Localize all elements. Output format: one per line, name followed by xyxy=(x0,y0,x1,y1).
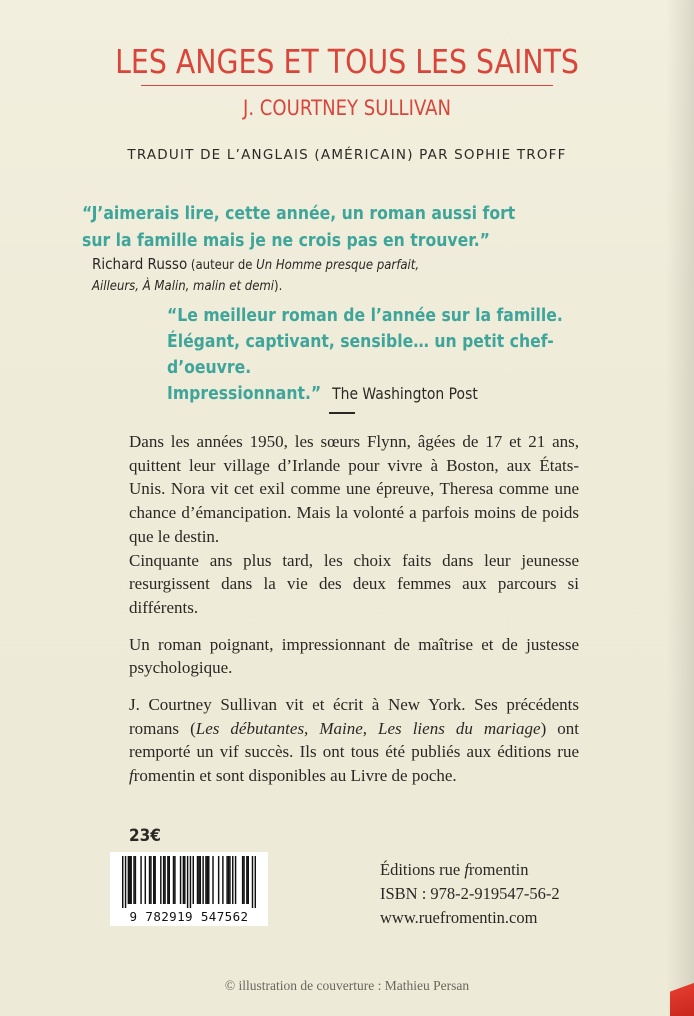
publisher-website: www.ruefromentin.com xyxy=(380,908,538,927)
barcode-bar xyxy=(190,856,191,908)
attribution-name: Richard Russo xyxy=(92,255,188,273)
publisher-f-mark: f xyxy=(464,860,469,879)
publisher-info xyxy=(380,858,610,930)
attribution-suffix: ). xyxy=(274,279,283,294)
attribution-works: Un Homme presque parfait, xyxy=(256,258,420,273)
barcode-bar xyxy=(207,856,208,904)
barcode-bar xyxy=(208,856,209,904)
synopsis-paragraph: Dans les années 1950, les sœurs Flynn, âgées de 17 et 21 ans, quittent leur village d’Irlande pour vivre à Boston, aux États-Unis. Nora vit cet exil comme une épreuve, Theresa comme une chance d’émancipation. Mais la volonté a parfois moins de poids que le destin. xyxy=(129,432,579,546)
attribution-works: Ailleurs, À Malin, malin et demi xyxy=(92,279,275,294)
barcode-bar xyxy=(205,856,206,904)
synopsis-paragraph: Cinquante ans plus tard, les choix faits dans leur jeunesse resurgissent dans la vie des deux femmes aux parcours si différents. xyxy=(129,550,579,617)
barcode-bar xyxy=(183,856,184,904)
barcode-bar xyxy=(129,856,130,904)
barcode-bar xyxy=(173,856,174,904)
barcode-bar xyxy=(174,856,175,904)
publisher-name xyxy=(380,858,610,882)
attribution-prefix: (auteur de xyxy=(187,258,257,273)
bio-text: ) ont remporté un vif succès. Ils ont tous été publiés aux éditions rue xyxy=(129,718,579,762)
isbn-barcode xyxy=(110,852,268,926)
barcode-bar xyxy=(140,856,141,904)
quote-source: The Washington Post xyxy=(332,384,478,403)
barcode-bar xyxy=(164,856,165,904)
bio-book-titles: Les débutantes, Maine, Les liens du mariage xyxy=(195,718,541,738)
barcode-bar xyxy=(184,856,185,904)
corner-ribbon xyxy=(670,964,694,1016)
barcode-bar xyxy=(167,856,168,904)
barcode-bar xyxy=(169,856,170,904)
price-label: 23€ xyxy=(129,826,161,846)
barcode-bar xyxy=(228,856,229,904)
illustration-credit: © illustration de couverture : Mathieu Persan xyxy=(224,978,470,993)
barcode-bar xyxy=(193,856,194,904)
review-quote-washington-post xyxy=(167,303,602,407)
barcode-bar xyxy=(235,856,236,904)
quote-line: Impressionnant.” xyxy=(167,383,322,404)
author-bio-paragraph xyxy=(129,693,579,788)
barcode-bar xyxy=(130,856,131,904)
barcode-bar xyxy=(180,856,181,904)
quote-line: Élégant, captivant, sensible… un petit chef-d’oeuvre. xyxy=(167,331,554,378)
bio-text: J. Courtney Sullivan vit et écrit à New York. Ses précédents romans ( xyxy=(129,695,579,738)
publisher-name-rest: romentin xyxy=(468,860,529,879)
translator-credit: TRADUIT DE L’ANGLAIS (AMÉRICAIN) PAR SOPHIE TROFF xyxy=(127,147,567,163)
barcode-digits: 9 782919 547562 xyxy=(129,909,249,924)
barcode-bar xyxy=(160,856,161,904)
barcode-bar xyxy=(135,856,136,904)
barcode-bar xyxy=(145,856,146,904)
barcode-bar xyxy=(212,856,213,904)
barcode-bar xyxy=(242,856,243,904)
title-underline xyxy=(141,85,553,86)
barcode-bar xyxy=(232,856,233,904)
barcode-bar xyxy=(122,856,123,908)
barcode-bars xyxy=(122,856,256,908)
quote-line: “J’aimerais lire, cette année, un roman aussi fort xyxy=(82,203,516,224)
barcode-bar xyxy=(125,856,126,908)
barcode-bar xyxy=(226,856,227,904)
synopsis-text xyxy=(129,430,579,788)
barcode-bar xyxy=(150,856,151,904)
barcode-bar xyxy=(128,856,129,904)
publisher-name-prefix: Éditions rue xyxy=(380,860,465,879)
barcode-bar xyxy=(197,856,198,904)
barcode-bar xyxy=(163,856,164,904)
quote-line: “Le meilleur roman de l’année sur la famille. xyxy=(167,305,563,326)
book-author: J. COURTNEY SULLIVAN xyxy=(242,96,452,120)
quote-line-last xyxy=(167,381,602,407)
barcode-bar xyxy=(154,856,155,904)
book-title: LES ANGES ET TOUS LES SAINTS xyxy=(115,42,579,81)
isbn-number: ISBN : 978-2-919547-56-2 xyxy=(380,884,560,903)
barcode-bar xyxy=(222,856,223,904)
barcode-bar xyxy=(153,856,154,904)
review-quote-russo xyxy=(82,200,517,254)
barcode-bar xyxy=(255,856,256,908)
bio-text: romentin et sont disponibles au Livre de poche. xyxy=(133,766,457,786)
barcode-bar xyxy=(229,856,230,904)
barcode-bar xyxy=(200,856,201,904)
publisher-f-mark: f xyxy=(129,766,134,786)
quote-attribution-russo xyxy=(92,254,470,297)
barcode-bar xyxy=(218,856,219,904)
barcode-bar xyxy=(246,856,247,904)
barcode-bar xyxy=(248,856,249,904)
barcode-bar xyxy=(202,856,203,904)
barcode-bar xyxy=(187,856,188,908)
synopsis-paragraph: Un roman poignant, impressionnant de maîtrise et de justesse psychologique. xyxy=(129,634,579,678)
section-divider xyxy=(329,412,355,414)
barcode-bar xyxy=(198,856,199,904)
quote-line: sur la famille mais je ne crois pas en trouver.” xyxy=(82,230,490,251)
barcode-bar xyxy=(243,856,244,904)
barcode-bar xyxy=(149,856,150,904)
barcode-bar xyxy=(133,856,134,904)
barcode-bar xyxy=(252,856,253,908)
